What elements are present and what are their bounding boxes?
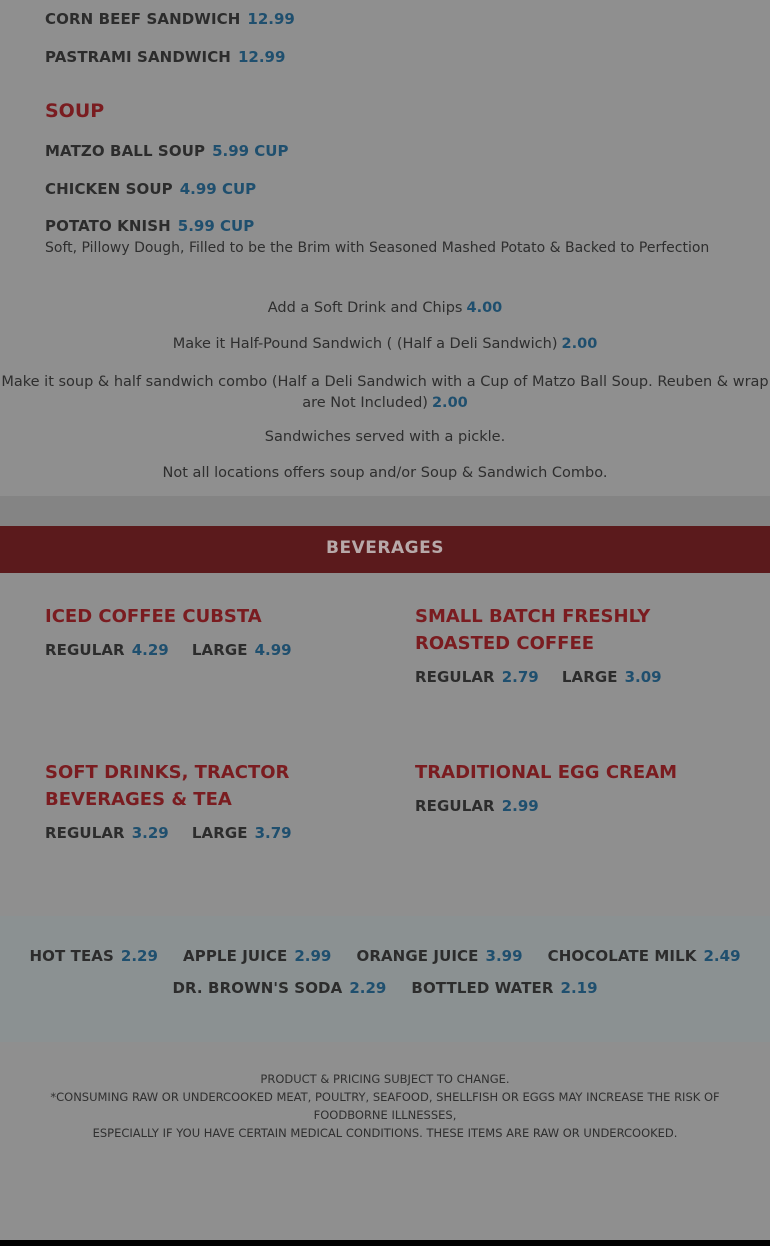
size-price: 2.79 (501, 668, 539, 686)
menu-item-matzo-ball-soup (45, 141, 288, 160)
size-label: REGULAR (415, 797, 495, 815)
beverage-heading-iced-coffee: ICED COFFEE CUBSTA (45, 606, 262, 627)
legal-disclaimer (40, 1070, 730, 1142)
beverage-sizes-iced-coffee (45, 640, 292, 659)
drink-apple-juice: APPLE JUICE 2.99 (183, 947, 332, 965)
other-beverages-row-2 (0, 978, 770, 997)
addon-price: 4.00 (466, 300, 503, 316)
beverage-sizes-roasted-coffee (415, 667, 662, 686)
other-beverages-row-1 (0, 946, 770, 965)
item-price: 5.99 CUP (177, 217, 255, 235)
potato-knish-description: Soft, Pillowy Dough, Filled to be the Brim with Seasoned Mashed Potato & Backed to Perfection (45, 240, 710, 256)
soup-heading: SOUP (45, 100, 105, 122)
addon-price: 2.00 (561, 336, 598, 352)
menu-item-chicken-soup (45, 179, 256, 198)
beverage-heading-roasted-coffee: SMALL BATCH FRESHLY ROASTED COFFEE (415, 606, 651, 654)
addon-soup-combo (0, 372, 770, 414)
addon-price: 2.00 (431, 395, 468, 411)
item-price: 4.99 CUP (179, 180, 257, 198)
item-price: 12.99 (237, 48, 286, 66)
size-price: 4.29 (131, 641, 169, 659)
size-label: REGULAR (45, 824, 125, 842)
beverages-title: BEVERAGES (326, 538, 444, 558)
drink-dr-browns-soda: DR. BROWN'S SODA 2.29 (172, 979, 387, 997)
drink-orange-juice: ORANGE JUICE 3.99 (356, 947, 523, 965)
addon-text-line2: are Not Included) (302, 395, 428, 411)
size-label: LARGE (561, 668, 618, 686)
legal-line-pricing: PRODUCT & PRICING SUBJECT TO CHANGE. (260, 1072, 510, 1086)
addon-text-line1: Make it soup & half sandwich combo (Half a Deli Sandwich with a Cup of Matzo Ball Soup. Reuben & wrap (1, 374, 769, 390)
menu-item-corn-beef (45, 9, 295, 28)
drink-bottled-water: BOTTLED WATER 2.19 (411, 979, 598, 997)
page-bottom-edge (0, 1240, 770, 1246)
item-name: CORN BEEF SANDWICH (45, 10, 241, 28)
beverage-sizes-egg-cream (415, 796, 539, 815)
addon-drink-chips (0, 300, 770, 316)
size-label: LARGE (191, 641, 248, 659)
menu-item-pastrami (45, 47, 285, 66)
drink-chocolate-milk: CHOCOLATE MILK 2.49 (547, 947, 741, 965)
size-label: REGULAR (415, 668, 495, 686)
item-name: POTATO KNISH (45, 217, 171, 235)
size-label: REGULAR (45, 641, 125, 659)
item-name: CHICKEN SOUP (45, 180, 173, 198)
size-label: LARGE (191, 824, 248, 842)
size-price: 4.99 (254, 641, 292, 659)
menu-item-potato-knish (45, 216, 254, 235)
note-pickle: Sandwiches served with a pickle. (264, 429, 506, 445)
drink-hot-teas: HOT TEAS 2.29 (29, 947, 158, 965)
legal-line-conditions: ESPECIALLY IF YOU HAVE CERTAIN MEDICAL CONDITIONS. THESE ITEMS ARE RAW OR UNDERCOOKED. (92, 1126, 678, 1140)
item-name: PASTRAMI SANDWICH (45, 48, 231, 66)
section-divider (0, 496, 770, 526)
beverage-sizes-soft-drinks (45, 823, 292, 842)
item-price: 5.99 CUP (212, 142, 289, 160)
legal-line-consuming: *CONSUMING RAW OR UNDERCOOKED MEAT, POULTRY, SEAFOOD, SHELLFISH OR EGGS MAY INCREASE THE RISK OF FOODBORNE ILLNESSES, (50, 1090, 720, 1122)
item-name: MATZO BALL SOUP (45, 142, 206, 160)
size-price: 2.99 (501, 797, 539, 815)
size-price: 3.79 (254, 824, 292, 842)
addon-half-pound (0, 336, 770, 352)
size-price: 3.09 (624, 668, 662, 686)
addon-text: Make it Half-Pound Sandwich ( (Half a Deli Sandwich) (172, 336, 558, 352)
addon-text: Add a Soft Drink and Chips (267, 300, 463, 316)
beverage-heading-soft-drinks: SOFT DRINKS, TRACTOR BEVERAGES & TEA (45, 762, 290, 810)
item-price: 12.99 (247, 10, 295, 28)
size-price: 3.29 (131, 824, 169, 842)
beverage-heading-egg-cream: TRADITIONAL EGG CREAM (415, 762, 678, 783)
note-locations: Not all locations offers soup and/or Soup & Sandwich Combo. (162, 465, 608, 481)
